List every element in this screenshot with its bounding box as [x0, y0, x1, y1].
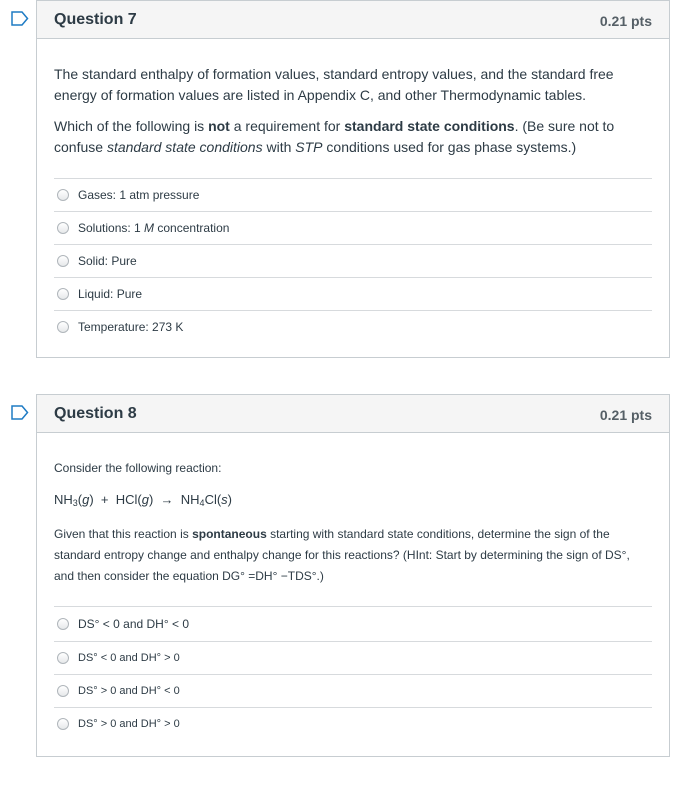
flag-question-icon[interactable] — [11, 11, 29, 26]
radio-button[interactable] — [57, 222, 69, 234]
answer-label: DS° > 0 and DH° < 0 — [78, 685, 180, 697]
answer-list — [54, 606, 652, 740]
question-header — [37, 395, 669, 433]
question-points: 0.21 pts — [599, 13, 652, 29]
flag-question-icon[interactable] — [11, 405, 29, 420]
radio-button[interactable] — [57, 618, 69, 630]
answer-label: Solid: Pure — [78, 254, 137, 268]
answer-label: Gases: 1 atm pressure — [78, 188, 200, 202]
question-intro: Consider the following reaction: — [54, 461, 222, 475]
answer-label: DS° > 0 and DH° > 0 — [78, 718, 180, 730]
answer-option[interactable] — [54, 641, 652, 674]
answer-option[interactable] — [54, 674, 652, 707]
answer-list — [54, 178, 652, 343]
answer-label: DS° < 0 and DH° < 0 — [78, 617, 189, 631]
question-title: Question 8 — [54, 405, 137, 422]
radio-button[interactable] — [57, 189, 69, 201]
radio-button[interactable] — [57, 652, 69, 664]
radio-button[interactable] — [57, 321, 69, 333]
question-paragraph: The standard enthalpy of formation values, standard entropy values, and the standard free energy of formation values are listed in Appendix C, and other Thermodynamic tables. — [54, 66, 614, 103]
radio-button[interactable] — [57, 288, 69, 300]
question-paragraph: Given that this reaction is spontaneous starting with standard state conditions, determine the sign of the standard entropy change and enthalpy change for this reactions? (HInt: Start by determining the sign of DS°, and then consider the equation DG° =DH° −TDS°.) — [54, 527, 630, 583]
answer-option[interactable] — [54, 606, 652, 641]
answer-option[interactable] — [54, 707, 652, 740]
answer-option[interactable] — [54, 310, 652, 343]
question-header — [37, 1, 669, 39]
radio-button[interactable] — [57, 685, 69, 697]
question-7 — [36, 0, 670, 358]
radio-button[interactable] — [57, 718, 69, 730]
question-title: Question 7 — [54, 11, 137, 28]
question-body — [37, 458, 669, 740]
answer-label: Temperature: 273 K — [78, 320, 184, 334]
answer-label: Solutions: 1 M concentration — [78, 221, 230, 235]
reaction-equation: $NH_3(g) + HCl(g) \to NH_4Cl(s)$ — [54, 492, 233, 508]
answer-label: DS° < 0 and DH° > 0 — [78, 652, 180, 664]
question-8 — [36, 394, 670, 757]
answer-option[interactable] — [54, 211, 652, 244]
answer-option[interactable] — [54, 178, 652, 211]
question-paragraph: Which of the following is not a requirement for standard state conditions. (Be sure not to confuse standard state conditions with STP conditions used for gas phase systems.) — [54, 118, 615, 155]
answer-label: Liquid: Pure — [78, 287, 143, 301]
answer-option[interactable] — [54, 277, 652, 310]
answer-option[interactable] — [54, 244, 652, 277]
question-body — [37, 64, 669, 343]
radio-button[interactable] — [57, 255, 69, 267]
question-points: 0.21 pts — [599, 407, 652, 423]
